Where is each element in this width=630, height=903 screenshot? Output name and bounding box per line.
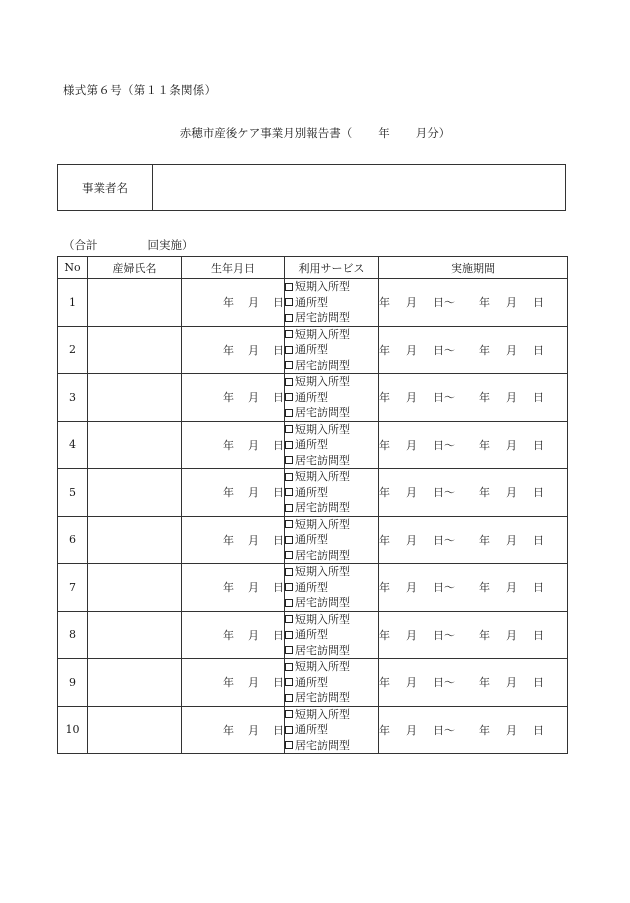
service-option[interactable] xyxy=(285,659,378,675)
birth-date-field[interactable] xyxy=(182,326,285,374)
checkbox-icon[interactable] xyxy=(285,520,293,528)
service-option-label: 通所型 xyxy=(295,390,328,404)
service-option[interactable] xyxy=(285,500,378,516)
service-option-label: 短期入所型 xyxy=(295,612,350,626)
service-option[interactable] xyxy=(285,722,378,738)
period-field[interactable] xyxy=(379,374,568,422)
dob-day-unit: 日 xyxy=(273,486,284,500)
row-number: 5 xyxy=(58,469,88,517)
checkbox-icon[interactable] xyxy=(285,551,293,559)
dob-day-unit: 日 xyxy=(273,676,284,690)
period-end-year-unit: 年 xyxy=(479,723,490,737)
service-option[interactable] xyxy=(285,342,378,358)
dob-year-unit: 年 xyxy=(223,438,234,452)
service-option[interactable] xyxy=(285,469,378,485)
period-start-day-unit: 日～ xyxy=(433,296,455,310)
dob-day-unit: 日 xyxy=(273,343,284,357)
mother-name-field[interactable] xyxy=(88,516,182,564)
checkbox-icon[interactable] xyxy=(285,456,293,464)
checkbox-icon[interactable] xyxy=(285,409,293,417)
service-options xyxy=(285,564,379,612)
service-option-label: 短期入所型 xyxy=(295,517,350,531)
period-start-month-unit: 月 xyxy=(406,581,417,595)
dob-month-unit: 月 xyxy=(248,581,259,595)
period-start-day-unit: 日～ xyxy=(433,581,455,595)
service-option-label: 短期入所型 xyxy=(295,280,350,293)
dob-month-unit: 月 xyxy=(248,486,259,500)
service-option-label: 通所型 xyxy=(295,295,328,309)
period-start-year-unit: 年 xyxy=(379,296,390,310)
service-option[interactable] xyxy=(285,374,378,390)
period-field[interactable] xyxy=(379,706,568,754)
period-start-month-unit: 月 xyxy=(406,676,417,690)
dob-year-unit: 年 xyxy=(223,533,234,547)
dob-month-unit: 月 xyxy=(248,533,259,547)
period-start-year-unit: 年 xyxy=(379,723,390,737)
service-option-label: 居宅訪問型 xyxy=(295,501,350,514)
checkbox-icon[interactable] xyxy=(285,504,293,512)
period-start-year-unit: 年 xyxy=(379,486,390,500)
service-option-label: 通所型 xyxy=(295,438,328,451)
table-header-row xyxy=(58,257,568,279)
page-title xyxy=(0,125,630,141)
service-option-label: 短期入所型 xyxy=(295,422,350,436)
period-start-year-unit: 年 xyxy=(379,438,390,452)
checkbox-icon[interactable] xyxy=(285,615,293,623)
period-end-month-unit: 月 xyxy=(506,581,517,595)
dob-month-unit: 月 xyxy=(248,438,259,452)
service-option-label: 居宅訪問型 xyxy=(295,453,350,467)
dob-day-unit: 日 xyxy=(273,723,284,737)
dob-month-unit: 月 xyxy=(248,723,259,737)
checkbox-icon[interactable] xyxy=(285,678,293,686)
table-row xyxy=(58,659,568,707)
row-number: 1 xyxy=(58,279,88,327)
service-option-label: 短期入所型 xyxy=(295,327,350,341)
total-count-line xyxy=(63,237,194,253)
service-option[interactable] xyxy=(285,612,378,628)
mother-name-field[interactable] xyxy=(88,611,182,659)
birth-date-field[interactable] xyxy=(182,421,285,469)
period-start-day-unit: 日～ xyxy=(433,343,455,357)
period-end-day-unit: 日 xyxy=(533,533,544,547)
service-option[interactable] xyxy=(285,295,378,311)
checkbox-icon[interactable] xyxy=(285,568,293,576)
period-end-day-unit: 日 xyxy=(533,723,544,737)
period-end-year-unit: 年 xyxy=(479,676,490,690)
period-end-year-unit: 年 xyxy=(479,581,490,595)
dob-year-unit: 年 xyxy=(223,628,234,642)
service-option[interactable] xyxy=(285,675,378,691)
dob-month-unit: 月 xyxy=(248,391,259,405)
service-option-label: 通所型 xyxy=(295,533,328,546)
period-start-month-unit: 月 xyxy=(406,296,417,310)
service-option[interactable] xyxy=(285,627,378,643)
mother-name-field[interactable] xyxy=(88,659,182,707)
header-no: No xyxy=(58,257,88,279)
total-suffix: 回実施） xyxy=(147,238,194,252)
service-option-label: 居宅訪問型 xyxy=(295,548,350,562)
birth-date-field[interactable] xyxy=(182,516,285,564)
dob-year-unit: 年 xyxy=(223,486,234,500)
period-end-month-unit: 月 xyxy=(506,343,517,357)
row-number: 10 xyxy=(58,706,88,754)
row-number: 8 xyxy=(58,611,88,659)
birth-date-field[interactable] xyxy=(182,611,285,659)
service-option[interactable] xyxy=(285,707,378,723)
period-start-day-unit: 日～ xyxy=(433,628,455,642)
row-number: 4 xyxy=(58,421,88,469)
period-end-day-unit: 日 xyxy=(533,391,544,405)
service-option[interactable] xyxy=(285,580,378,596)
service-option[interactable] xyxy=(285,517,378,533)
birth-date-field[interactable] xyxy=(182,706,285,754)
service-option[interactable] xyxy=(285,548,378,564)
period-start-year-unit: 年 xyxy=(379,533,390,547)
period-field[interactable] xyxy=(379,564,568,612)
service-option-label: 通所型 xyxy=(295,485,328,499)
period-field[interactable] xyxy=(379,659,568,707)
total-prefix: （合計 xyxy=(63,238,98,252)
dob-day-unit: 日 xyxy=(273,533,284,547)
period-end-day-unit: 日 xyxy=(533,296,544,310)
service-option-label: 短期入所型 xyxy=(295,565,350,578)
service-option-label: 通所型 xyxy=(295,580,328,594)
checkbox-icon[interactable] xyxy=(285,536,293,544)
dob-day-unit: 日 xyxy=(273,391,284,405)
mother-name-field[interactable] xyxy=(88,421,182,469)
service-option[interactable] xyxy=(285,532,378,548)
period-start-month-unit: 月 xyxy=(406,486,417,500)
mother-name-field[interactable] xyxy=(88,374,182,422)
checkbox-icon[interactable] xyxy=(285,710,293,718)
period-start-day-unit: 日～ xyxy=(433,676,455,690)
dob-month-unit: 月 xyxy=(248,628,259,642)
checkbox-icon[interactable] xyxy=(285,283,293,291)
period-end-year-unit: 年 xyxy=(479,628,490,642)
service-options xyxy=(285,516,379,564)
period-start-month-unit: 月 xyxy=(406,343,417,357)
service-options xyxy=(285,611,379,659)
period-start-month-unit: 月 xyxy=(406,628,417,642)
title-main: 赤穂市産後ケア事業月別報告書（ xyxy=(179,126,353,140)
row-number: 9 xyxy=(58,659,88,707)
period-end-year-unit: 年 xyxy=(479,343,490,357)
mother-name-field[interactable] xyxy=(88,279,182,327)
birth-date-field[interactable] xyxy=(182,659,285,707)
header-name: 産婦氏名 xyxy=(88,257,182,279)
period-end-day-unit: 日 xyxy=(533,343,544,357)
table-row xyxy=(58,706,568,754)
period-field[interactable] xyxy=(379,611,568,659)
period-start-day-unit: 日～ xyxy=(433,438,455,452)
period-field[interactable] xyxy=(379,516,568,564)
operator-box xyxy=(57,164,566,211)
checkbox-icon[interactable] xyxy=(285,441,293,449)
service-option-label: 短期入所型 xyxy=(295,660,350,673)
dob-day-unit: 日 xyxy=(273,628,284,642)
row-number: 7 xyxy=(58,564,88,612)
table-row xyxy=(58,374,568,422)
dob-day-unit: 日 xyxy=(273,296,284,310)
checkbox-icon[interactable] xyxy=(285,330,293,338)
service-option[interactable] xyxy=(285,358,378,374)
period-end-month-unit: 月 xyxy=(506,628,517,642)
period-field[interactable] xyxy=(379,279,568,327)
period-end-year-unit: 年 xyxy=(479,533,490,547)
period-end-month-unit: 月 xyxy=(506,438,517,452)
checkbox-icon[interactable] xyxy=(285,473,293,481)
period-end-month-unit: 月 xyxy=(506,296,517,310)
checkbox-icon[interactable] xyxy=(285,741,293,749)
table-row xyxy=(58,279,568,327)
period-end-year-unit: 年 xyxy=(479,486,490,500)
table-row xyxy=(58,326,568,374)
period-end-day-unit: 日 xyxy=(533,581,544,595)
mother-name-field[interactable] xyxy=(88,469,182,517)
checkbox-icon[interactable] xyxy=(285,694,293,702)
period-start-month-unit: 月 xyxy=(406,723,417,737)
table-row xyxy=(58,564,568,612)
period-end-day-unit: 日 xyxy=(533,486,544,500)
period-end-month-unit: 月 xyxy=(506,391,517,405)
dob-year-unit: 年 xyxy=(223,391,234,405)
table-row xyxy=(58,516,568,564)
service-options xyxy=(285,469,379,517)
service-option[interactable] xyxy=(285,437,378,453)
service-option[interactable] xyxy=(285,279,378,295)
dob-day-unit: 日 xyxy=(273,438,284,452)
birth-date-field[interactable] xyxy=(182,564,285,612)
period-end-year-unit: 年 xyxy=(479,296,490,310)
service-option[interactable] xyxy=(285,310,378,326)
period-start-year-unit: 年 xyxy=(379,628,390,642)
service-option-label: 居宅訪問型 xyxy=(295,643,350,657)
period-start-day-unit: 日～ xyxy=(433,486,455,500)
service-option-label: 通所型 xyxy=(295,723,328,736)
period-field[interactable] xyxy=(379,326,568,374)
service-option[interactable] xyxy=(285,405,378,421)
service-options xyxy=(285,279,379,327)
period-start-month-unit: 月 xyxy=(406,391,417,405)
checkbox-icon[interactable] xyxy=(285,583,293,591)
dob-year-unit: 年 xyxy=(223,676,234,690)
dob-day-unit: 日 xyxy=(273,581,284,595)
dob-year-unit: 年 xyxy=(223,343,234,357)
period-start-month-unit: 月 xyxy=(406,533,417,547)
row-number: 6 xyxy=(58,516,88,564)
service-option[interactable] xyxy=(285,738,378,754)
service-option-label: 短期入所型 xyxy=(295,707,350,721)
service-option[interactable] xyxy=(285,643,378,659)
dob-year-unit: 年 xyxy=(223,581,234,595)
period-end-year-unit: 年 xyxy=(479,391,490,405)
mother-name-field[interactable] xyxy=(88,326,182,374)
period-start-year-unit: 年 xyxy=(379,343,390,357)
checkbox-icon[interactable] xyxy=(285,346,293,354)
service-option-label: 通所型 xyxy=(295,343,328,356)
service-option[interactable] xyxy=(285,595,378,611)
checkbox-icon[interactable] xyxy=(285,425,293,433)
checkbox-icon[interactable] xyxy=(285,488,293,496)
service-option[interactable] xyxy=(285,390,378,406)
table-row xyxy=(58,469,568,517)
service-options xyxy=(285,706,379,754)
birth-date-field[interactable] xyxy=(182,374,285,422)
dob-month-unit: 月 xyxy=(248,676,259,690)
service-options xyxy=(285,659,379,707)
service-option[interactable] xyxy=(285,327,378,343)
service-option-label: 居宅訪問型 xyxy=(295,311,350,324)
checkbox-icon[interactable] xyxy=(285,646,293,654)
service-option-label: 通所型 xyxy=(295,628,328,641)
checkbox-icon[interactable] xyxy=(285,314,293,322)
service-option[interactable] xyxy=(285,564,378,580)
service-option[interactable] xyxy=(285,690,378,706)
birth-date-field[interactable] xyxy=(182,279,285,327)
report-table xyxy=(57,256,568,754)
checkbox-icon[interactable] xyxy=(285,298,293,306)
period-end-month-unit: 月 xyxy=(506,486,517,500)
service-option-label: 通所型 xyxy=(295,675,328,689)
period-start-day-unit: 日～ xyxy=(433,533,455,547)
row-number: 2 xyxy=(58,326,88,374)
checkbox-icon[interactable] xyxy=(285,378,293,386)
header-dob: 生年月日 xyxy=(182,257,285,279)
service-options xyxy=(285,326,379,374)
title-year: 年 xyxy=(378,126,390,140)
service-option[interactable] xyxy=(285,422,378,438)
period-end-day-unit: 日 xyxy=(533,676,544,690)
period-end-day-unit: 日 xyxy=(533,628,544,642)
operator-label: 事業者名 xyxy=(58,165,153,210)
table-row xyxy=(58,421,568,469)
service-options xyxy=(285,421,379,469)
service-option-label: 居宅訪問型 xyxy=(295,691,350,704)
period-end-day-unit: 日 xyxy=(533,438,544,452)
period-field[interactable] xyxy=(379,421,568,469)
service-option-label: 短期入所型 xyxy=(295,470,350,483)
period-start-day-unit: 日～ xyxy=(433,391,455,405)
period-end-month-unit: 月 xyxy=(506,723,517,737)
service-option-label: 短期入所型 xyxy=(295,375,350,388)
period-field[interactable] xyxy=(379,469,568,517)
period-end-month-unit: 月 xyxy=(506,533,517,547)
service-options xyxy=(285,374,379,422)
checkbox-icon[interactable] xyxy=(285,393,293,401)
dob-month-unit: 月 xyxy=(248,343,259,357)
title-month: 月分） xyxy=(415,126,451,140)
mother-name-field[interactable] xyxy=(88,706,182,754)
service-option-label: 居宅訪問型 xyxy=(295,738,350,752)
checkbox-icon[interactable] xyxy=(285,726,293,734)
checkbox-icon[interactable] xyxy=(285,361,293,369)
service-option[interactable] xyxy=(285,485,378,501)
form-number: 様式第６号（第１１条関係） xyxy=(63,83,217,97)
dob-month-unit: 月 xyxy=(248,296,259,310)
row-number: 3 xyxy=(58,374,88,422)
dob-year-unit: 年 xyxy=(223,296,234,310)
checkbox-icon[interactable] xyxy=(285,631,293,639)
service-option[interactable] xyxy=(285,453,378,469)
period-start-year-unit: 年 xyxy=(379,676,390,690)
mother-name-field[interactable] xyxy=(88,564,182,612)
period-start-year-unit: 年 xyxy=(379,391,390,405)
period-end-year-unit: 年 xyxy=(479,438,490,452)
period-end-month-unit: 月 xyxy=(506,676,517,690)
birth-date-field[interactable] xyxy=(182,469,285,517)
period-start-day-unit: 日～ xyxy=(433,723,455,737)
checkbox-icon[interactable] xyxy=(285,663,293,671)
period-start-year-unit: 年 xyxy=(379,581,390,595)
checkbox-icon[interactable] xyxy=(285,599,293,607)
service-option-label: 居宅訪問型 xyxy=(295,406,350,419)
dob-year-unit: 年 xyxy=(223,723,234,737)
header-service: 利用サービス xyxy=(285,257,379,279)
service-option-label: 居宅訪問型 xyxy=(295,358,350,372)
service-option-label: 居宅訪問型 xyxy=(295,596,350,609)
operator-name-field[interactable] xyxy=(153,165,565,210)
table-row xyxy=(58,611,568,659)
period-start-month-unit: 月 xyxy=(406,438,417,452)
header-period: 実施期間 xyxy=(379,257,568,279)
